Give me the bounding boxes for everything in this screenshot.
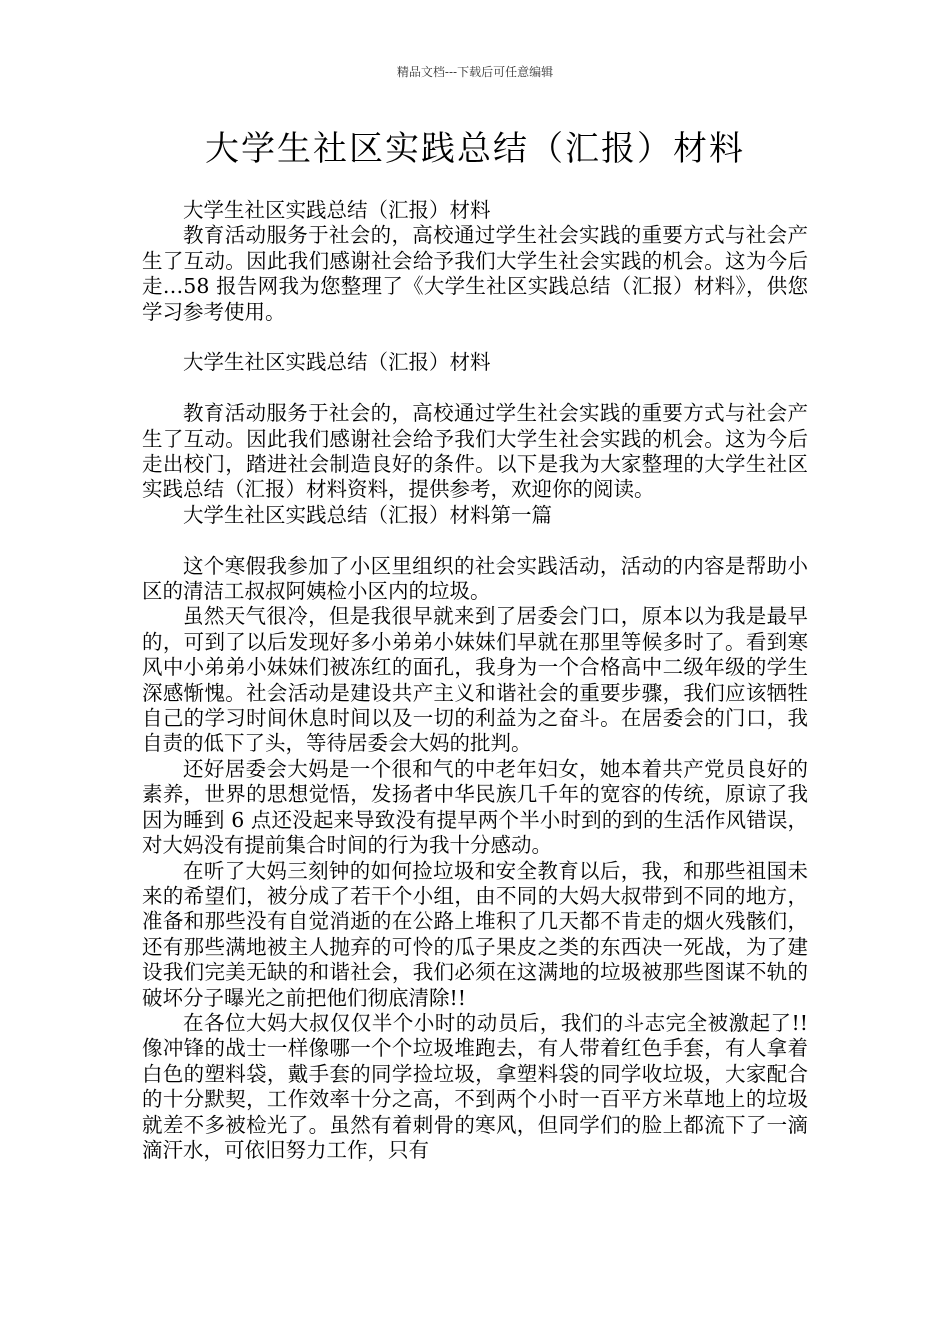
spacer xyxy=(142,376,808,401)
spacer xyxy=(142,528,808,553)
paragraph-section-heading: 大学生社区实践总结（汇报）材料第一篇 xyxy=(183,502,552,527)
paragraph-intro-2: 教育活动服务于社会的，高校通过学生社会实践的重要方式与社会产生了互动。因此我们感谢社会给予我们大学生社会实践的机会。这为今后走出校门，踏进社会制造良好的条件。以下是我为大家整理的大学生社区实践总结（汇报）材料资料，提供参考，欢迎你的阅读。 xyxy=(142,401,808,502)
paragraph-body-5: 在各位大妈大叔仅仅半个小时的动员后，我们的斗志完全被激起了!!像冲锋的战士一样像哪一个个垃圾堆跑去，有人带着红色手套，有人拿着白色的塑料袋，戴手套的同学捡垃圾，拿塑料袋的同学收垃圾，大家配合的十分默契，工作效率十分之高，不到两个小时一百平方米草地上的垃圾就差不多被检光了。虽然有着刺骨的寒风，但同学们的脸上都流下了一滴滴汗水，可依旧努力工作，只有 xyxy=(142,1010,808,1162)
document-body xyxy=(142,198,808,1163)
paragraph-body-1: 这个寒假我参加了小区里组织的社会实践活动，活动的内容是帮助小区的清洁工叔叔阿姨检小区内的垃圾。 xyxy=(142,553,808,604)
spacer xyxy=(142,325,808,350)
paragraph-subtitle-1: 大学生社区实践总结（汇报）材料 xyxy=(183,198,491,222)
page-header: 精品文档---下载后可任意编辑 xyxy=(396,65,554,79)
paragraph-body-2: 虽然天气很冷，但是我很早就来到了居委会门口，原本以为我是最早的，可到了以后发现好多小弟弟小妹妹们早就在那里等候多时了。看到寒风中小弟弟小妹妹们被冻红的面孔，我身为一个合格高中二级年级的学生深感惭愧。社会活动是建设共产主义和谐社会的重要步骤，我们应该牺牲自己的学习时间休息时间以及一切的利益为之奋斗。在居委会的门口，我自责的低下了头，等待居委会大妈的批判。 xyxy=(142,604,808,756)
paragraph-body-3: 还好居委会大妈是一个很和气的中老年妇女，她本着共产党员良好的素养，世界的思想觉悟，发扬者中华民族几千年的宽容的传统，原谅了我因为睡到 6 点还没起来导致没有提早两个半小时到的到的生活作风错误，对大妈没有提前集合时间的行为我十分感动。 xyxy=(142,756,808,858)
document-title: 大学生社区实践总结（汇报）材料 xyxy=(205,129,745,169)
paragraph-body-4: 在听了大妈三刻钟的如何捡垃圾和安全教育以后，我，和那些祖国未来的希望们，被分成了若干个小组，由不同的大妈大叔带到不同的地方，准备和那些没有自觉消逝的在公路上堆积了几天都不肯走的烟火残骸们，还有那些满地被主人抛弃的可怜的瓜子果皮之类的东西决一死战，为了建设我们完美无缺的和谐社会，我们必须在这满地的垃圾被那些图谋不轨的破坏分子曝光之前把他们彻底清除!! xyxy=(142,858,808,1010)
paragraph-intro: 教育活动服务于社会的，高校通过学生社会实践的重要方式与社会产生了互动。因此我们感谢社会给予我们大学生社会实践的机会。这为今后走…58 报告网我为您整理了《大学生社区实践总结（汇报）材料》，供您学习参考使用。 xyxy=(142,223,808,324)
paragraph-subtitle-2: 大学生社区实践总结（汇报）材料 xyxy=(183,350,491,375)
